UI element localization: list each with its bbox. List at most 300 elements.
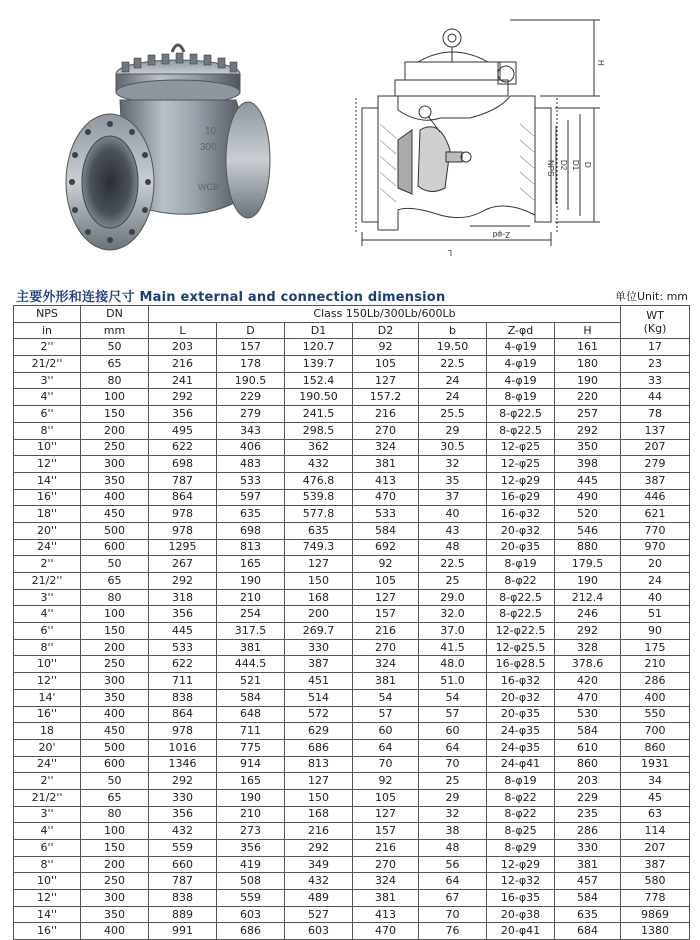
table-cell: 300: [81, 456, 149, 473]
table-cell: 23: [621, 356, 690, 373]
table-cell: 25: [419, 773, 487, 790]
table-cell: 622: [149, 439, 217, 456]
table-cell: 24-φ35: [487, 739, 555, 756]
table-cell: 292: [149, 573, 217, 590]
table-cell: 1380: [621, 923, 690, 940]
table-cell: 450: [81, 723, 149, 740]
table-cell: 600: [81, 756, 149, 773]
table-cell: 2'': [14, 556, 81, 573]
table-cell: 257: [555, 406, 621, 423]
table-cell: 684: [555, 923, 621, 940]
table-cell: 20'': [14, 522, 81, 539]
table-cell: 157.2: [353, 389, 419, 406]
table-cell: 65: [81, 573, 149, 590]
table-cell: 270: [353, 639, 419, 656]
table-cell: 16-φ35: [487, 890, 555, 907]
table-cell: 530: [555, 706, 621, 723]
table-cell: 32.0: [419, 606, 487, 623]
table-cell: 778: [621, 890, 690, 907]
table-cell: 67: [419, 890, 487, 907]
table-cell: 698: [217, 522, 285, 539]
table-cell: 349: [285, 856, 353, 873]
dim-D1: D1: [571, 160, 580, 171]
table-cell: 686: [285, 739, 353, 756]
table-cell: 533: [149, 639, 217, 656]
table-cell: 45: [621, 789, 690, 806]
table-cell: 10'': [14, 873, 81, 890]
table-cell: 12-φ22.5: [487, 623, 555, 640]
table-cell: 216: [353, 623, 419, 640]
table-cell: 190: [555, 573, 621, 590]
table-cell: 43: [419, 522, 487, 539]
table-cell: 165: [217, 556, 285, 573]
table-cell: 229: [217, 389, 285, 406]
table-cell: 350: [81, 689, 149, 706]
table-cell: 114: [621, 823, 690, 840]
table-cell: 10'': [14, 656, 81, 673]
table-cell: 12-φ29: [487, 472, 555, 489]
table-cell: 406: [217, 439, 285, 456]
table-cell: 179.5: [555, 556, 621, 573]
col-subheader: mm: [81, 322, 149, 339]
table-cell: 270: [353, 422, 419, 439]
table-cell: 216: [285, 823, 353, 840]
table-cell: 137: [621, 422, 690, 439]
table-cell: 318: [149, 589, 217, 606]
table-cell: 78: [621, 406, 690, 423]
table-cell: 813: [285, 756, 353, 773]
table-cell: 330: [149, 789, 217, 806]
table-row: [14, 539, 690, 556]
table-row: [14, 489, 690, 506]
table-cell: 32: [419, 806, 487, 823]
table-cell: 6'': [14, 623, 81, 640]
table-cell: 25: [419, 573, 487, 590]
table-cell: 8-φ19: [487, 389, 555, 406]
table-cell: 157: [353, 606, 419, 623]
product-figure: [0, 0, 700, 270]
table-cell: 20-φ32: [487, 522, 555, 539]
table-cell: 577.8: [285, 506, 353, 523]
table-cell: 12'': [14, 890, 81, 907]
table-cell: 21/2'': [14, 573, 81, 590]
table-row: [14, 339, 690, 356]
table-cell: 24: [621, 573, 690, 590]
table-cell: 190: [217, 789, 285, 806]
table-cell: 24: [419, 372, 487, 389]
table-cell: 381: [217, 639, 285, 656]
dim-L: L: [447, 248, 452, 257]
table-cell: 16'': [14, 923, 81, 940]
table-cell: 168: [285, 589, 353, 606]
table-cell: 190: [555, 372, 621, 389]
table-cell: 880: [555, 539, 621, 556]
table-cell: 120.7: [285, 339, 353, 356]
dim-Zphid: Z-φd: [492, 230, 510, 239]
table-row: [14, 890, 690, 907]
table-cell: 24'': [14, 756, 81, 773]
table-cell: 978: [149, 522, 217, 539]
table-cell: 40: [621, 589, 690, 606]
table-cell: 584: [353, 522, 419, 539]
table-cell: 629: [285, 723, 353, 740]
table-cell: 635: [217, 506, 285, 523]
table-row: [14, 789, 690, 806]
table-cell: 17: [621, 339, 690, 356]
table-cell: 350: [81, 906, 149, 923]
table-cell: 38: [419, 823, 487, 840]
table-cell: 8-φ22.5: [487, 406, 555, 423]
table-cell: 150: [81, 840, 149, 857]
table-cell: 470: [555, 689, 621, 706]
table-cell: 64: [353, 739, 419, 756]
table-cell: 48: [419, 539, 487, 556]
table-cell: 51.0: [419, 673, 487, 690]
table-cell: 200: [81, 856, 149, 873]
table-cell: 127: [285, 773, 353, 790]
table-row: [14, 840, 690, 857]
table-cell: 216: [353, 840, 419, 857]
table-cell: 8-φ29: [487, 840, 555, 857]
table-cell: 413: [353, 472, 419, 489]
table-cell: 635: [555, 906, 621, 923]
table-row: [14, 372, 690, 389]
table-row: [14, 723, 690, 740]
table-cell: 356: [149, 406, 217, 423]
table-cell: 12-φ25.5: [487, 639, 555, 656]
table-cell: 16'': [14, 489, 81, 506]
table-cell: 210: [217, 589, 285, 606]
table-cell: 229: [555, 789, 621, 806]
table-cell: 610: [555, 739, 621, 756]
table-cell: 470: [353, 923, 419, 940]
table-cell: 451: [285, 673, 353, 690]
table-cell: 63: [621, 806, 690, 823]
table-cell: 56: [419, 856, 487, 873]
table-cell: 286: [621, 673, 690, 690]
table-cell: 6'': [14, 406, 81, 423]
table-cell: 597: [217, 489, 285, 506]
table-cell: 100: [81, 606, 149, 623]
table-cell: 250: [81, 439, 149, 456]
table-cell: 51: [621, 606, 690, 623]
table-row: [14, 756, 690, 773]
table-cell: 150: [81, 623, 149, 640]
table-cell: 157: [353, 823, 419, 840]
table-cell: 20': [14, 739, 81, 756]
table-cell: 150: [285, 573, 353, 590]
table-cell: 64: [419, 873, 487, 890]
table-row: [14, 356, 690, 373]
table-cell: 381: [555, 856, 621, 873]
table-cell: 838: [149, 689, 217, 706]
table-cell: 14'': [14, 906, 81, 923]
table-row: [14, 873, 690, 890]
table-cell: 127: [285, 556, 353, 573]
section-drawing: [356, 20, 600, 246]
table-cell: 57: [353, 706, 419, 723]
table-row: [14, 673, 690, 690]
table-cell: 16-φ32: [487, 673, 555, 690]
table-cell: 356: [217, 840, 285, 857]
table-cell: 273: [217, 823, 285, 840]
table-cell: 54: [419, 689, 487, 706]
table-cell: 65: [81, 789, 149, 806]
table-cell: 29: [419, 422, 487, 439]
table-body: [14, 339, 690, 940]
table-cell: 787: [149, 472, 217, 489]
table-cell: 235: [555, 806, 621, 823]
table-cell: 8-φ22.5: [487, 422, 555, 439]
table-cell: 279: [217, 406, 285, 423]
table-cell: 420: [555, 673, 621, 690]
table-cell: 3'': [14, 806, 81, 823]
table-cell: 770: [621, 522, 690, 539]
table-cell: 200: [285, 606, 353, 623]
table-cell: 860: [621, 739, 690, 756]
col-subheader: D: [217, 322, 285, 339]
casting-material-mark: WCB: [198, 182, 219, 192]
casting-class-mark: 300: [200, 142, 217, 153]
table-cell: 65: [81, 356, 149, 373]
col-header-wt: [621, 306, 690, 339]
table-cell: 978: [149, 506, 217, 523]
table-cell: 4'': [14, 823, 81, 840]
table-row: [14, 773, 690, 790]
table-cell: 48: [419, 840, 487, 857]
table-cell: 20-φ35: [487, 706, 555, 723]
table-cell: 813: [217, 539, 285, 556]
casting-size-mark: 10: [205, 126, 217, 137]
table-cell: 190.5: [217, 372, 285, 389]
table-cell: 446: [621, 489, 690, 506]
table-cell: 70: [419, 756, 487, 773]
table-cell: 330: [555, 840, 621, 857]
col-header-wt-label: WT: [646, 309, 664, 323]
table-cell: 212.4: [555, 589, 621, 606]
table-cell: 2'': [14, 773, 81, 790]
table-cell: 150: [81, 406, 149, 423]
dim-NPS: NPS: [546, 160, 555, 177]
table-cell: 157: [217, 339, 285, 356]
table-cell: 572: [285, 706, 353, 723]
table-cell: 559: [217, 890, 285, 907]
table-cell: 48.0: [419, 656, 487, 673]
valve-photo: [66, 45, 270, 250]
table-cell: 445: [555, 472, 621, 489]
table-row: [14, 556, 690, 573]
table-cell: 29: [419, 789, 487, 806]
table-cell: 533: [217, 472, 285, 489]
table-cell: 33: [621, 372, 690, 389]
dim-D2: D2: [559, 160, 568, 171]
table-row: [14, 506, 690, 523]
table-cell: 279: [621, 456, 690, 473]
table-cell: 500: [81, 739, 149, 756]
table-cell: 292: [149, 389, 217, 406]
table-cell: 991: [149, 923, 217, 940]
table-cell: 864: [149, 489, 217, 506]
table-cell: 30.5: [419, 439, 487, 456]
table-cell: 711: [149, 673, 217, 690]
table-cell: 387: [621, 472, 690, 489]
table-cell: 444.5: [217, 656, 285, 673]
table-cell: 60: [353, 723, 419, 740]
table-cell: 8-φ22: [487, 789, 555, 806]
table-cell: 445: [149, 623, 217, 640]
table-cell: 207: [621, 439, 690, 456]
table-cell: 12-φ25: [487, 439, 555, 456]
table-cell: 4'': [14, 389, 81, 406]
table-cell: 80: [81, 372, 149, 389]
table-cell: 32: [419, 456, 487, 473]
table-cell: 216: [149, 356, 217, 373]
table-cell: 267: [149, 556, 217, 573]
table-cell: 550: [621, 706, 690, 723]
table-cell: 127: [353, 372, 419, 389]
table-cell: 161: [555, 339, 621, 356]
table-cell: 105: [353, 356, 419, 373]
table-cell: 324: [353, 873, 419, 890]
table-cell: 76: [419, 923, 487, 940]
table-cell: 70: [353, 756, 419, 773]
table-cell: 603: [217, 906, 285, 923]
table-cell: 100: [81, 823, 149, 840]
table-cell: 60: [419, 723, 487, 740]
table-cell: 387: [621, 856, 690, 873]
table-row: [14, 706, 690, 723]
table-cell: 25.5: [419, 406, 487, 423]
table-cell: 80: [81, 589, 149, 606]
table-cell: 711: [217, 723, 285, 740]
table-row: [14, 606, 690, 623]
table-row: [14, 522, 690, 539]
table-cell: 1346: [149, 756, 217, 773]
table-cell: 889: [149, 906, 217, 923]
col-subheader: D2: [353, 322, 419, 339]
table-cell: 8'': [14, 422, 81, 439]
table-cell: 190.50: [285, 389, 353, 406]
table-cell: 298.5: [285, 422, 353, 439]
table-row: [14, 389, 690, 406]
table-cell: 350: [555, 439, 621, 456]
table-cell: 16-φ32: [487, 506, 555, 523]
table-cell: 330: [285, 639, 353, 656]
table-row: [14, 623, 690, 640]
col-subheader: L: [149, 322, 217, 339]
table-row: [14, 422, 690, 439]
table-cell: 514: [285, 689, 353, 706]
table-cell: 787: [149, 873, 217, 890]
col-subheader: in: [14, 322, 81, 339]
table-cell: 559: [149, 840, 217, 857]
table-cell: 692: [353, 539, 419, 556]
table-cell: 200: [81, 639, 149, 656]
col-header-nps: NPS: [14, 306, 81, 323]
table-cell: 150: [285, 789, 353, 806]
table-cell: 584: [217, 689, 285, 706]
table-cell: 603: [285, 923, 353, 940]
table-cell: 92: [353, 556, 419, 573]
table-cell: 580: [621, 873, 690, 890]
table-row: [14, 456, 690, 473]
table-cell: 432: [285, 456, 353, 473]
table-cell: 838: [149, 890, 217, 907]
table-cell: 483: [217, 456, 285, 473]
table-row: [14, 439, 690, 456]
table-row: [14, 923, 690, 940]
table-cell: 24-φ41: [487, 756, 555, 773]
table-cell: 621: [621, 506, 690, 523]
table-cell: 6'': [14, 840, 81, 857]
table-row: [14, 856, 690, 873]
table-cell: 648: [217, 706, 285, 723]
table-cell: 2'': [14, 339, 81, 356]
table-cell: 152.4: [285, 372, 353, 389]
table-cell: 1016: [149, 739, 217, 756]
table-cell: 317.5: [217, 623, 285, 640]
table-header-row-2: [14, 322, 690, 339]
table-cell: 292: [149, 773, 217, 790]
table-cell: 203: [149, 339, 217, 356]
table-cell: 50: [81, 556, 149, 573]
table-cell: 200: [81, 422, 149, 439]
table-cell: 16-φ28.5: [487, 656, 555, 673]
table-cell: 500: [81, 522, 149, 539]
table-cell: 105: [353, 789, 419, 806]
table-row: [14, 472, 690, 489]
table-cell: 14': [14, 689, 81, 706]
table-cell: 8-φ25: [487, 823, 555, 840]
table-cell: 286: [555, 823, 621, 840]
table-cell: 8'': [14, 856, 81, 873]
table-cell: 210: [217, 806, 285, 823]
table-cell: 600: [81, 539, 149, 556]
table-cell: 54: [353, 689, 419, 706]
table-cell: 660: [149, 856, 217, 873]
table-cell: 450: [81, 506, 149, 523]
table-cell: 92: [353, 339, 419, 356]
table-cell: 207: [621, 840, 690, 857]
table-cell: 92: [353, 773, 419, 790]
table-cell: 20-φ32: [487, 689, 555, 706]
table-cell: 292: [285, 840, 353, 857]
table-cell: 241.5: [285, 406, 353, 423]
table-cell: 622: [149, 656, 217, 673]
table-cell: 978: [149, 723, 217, 740]
table-cell: 508: [217, 873, 285, 890]
table-cell: 37.0: [419, 623, 487, 640]
table-cell: 381: [353, 456, 419, 473]
table-cell: 520: [555, 506, 621, 523]
table-cell: 489: [285, 890, 353, 907]
table-row: [14, 589, 690, 606]
table-cell: 356: [149, 606, 217, 623]
table-cell: 533: [353, 506, 419, 523]
title-bar: [16, 286, 688, 304]
table-cell: 8-φ22.5: [487, 589, 555, 606]
table-cell: 490: [555, 489, 621, 506]
table-cell: 12-φ25: [487, 456, 555, 473]
unit-label: 单位Unit: mm: [614, 290, 688, 303]
table-cell: 749.3: [285, 539, 353, 556]
table-cell: 860: [555, 756, 621, 773]
table-cell: 398: [555, 456, 621, 473]
table-cell: 37: [419, 489, 487, 506]
table-cell: 698: [149, 456, 217, 473]
table-cell: 356: [149, 806, 217, 823]
table-cell: 8-φ22.5: [487, 606, 555, 623]
